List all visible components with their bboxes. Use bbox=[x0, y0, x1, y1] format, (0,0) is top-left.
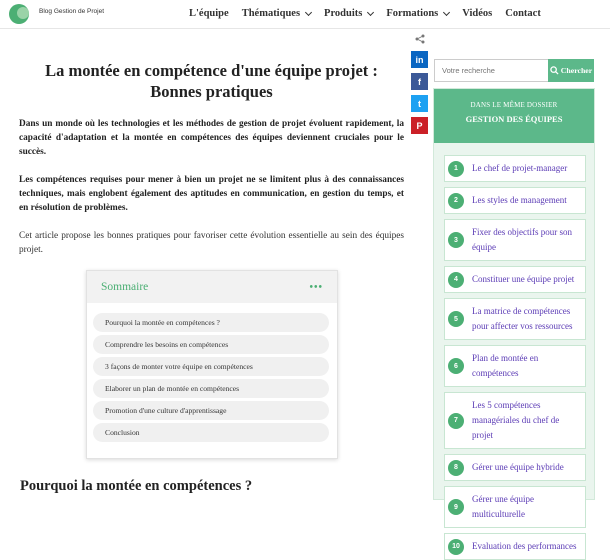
intro-paragraph: Dans un monde où les technologies et les méthodes de gestion de projet évoluent rapidement, la capacité d'adaptation et la montée en compétences des équipes deviennent cruciales pour le succès. bbox=[19, 119, 404, 157]
nav-item-formations[interactable] bbox=[386, 8, 449, 19]
search-input[interactable] bbox=[434, 59, 548, 82]
dossier-list bbox=[434, 143, 594, 560]
toc-item[interactable]: Conclusion bbox=[93, 423, 329, 442]
dossier-link: Gérer une équipe multiculturelle bbox=[472, 494, 534, 519]
chevron-down-icon bbox=[367, 8, 374, 15]
dossier-link: Le chef de projet-manager bbox=[472, 163, 568, 173]
dossier-item[interactable] bbox=[444, 219, 586, 261]
toc-item[interactable]: Pourquoi la montée en compétences ? bbox=[93, 313, 329, 332]
dossier-item[interactable] bbox=[444, 392, 586, 449]
item-number-badge: 8 bbox=[448, 460, 464, 476]
nav-label: Contact bbox=[505, 8, 541, 19]
chevron-down-icon bbox=[305, 8, 312, 15]
article bbox=[19, 60, 404, 257]
linkedin-icon: in bbox=[415, 54, 424, 65]
nav-label: Formations bbox=[386, 8, 439, 19]
logo-text: Blog Gestion de Projet bbox=[39, 7, 105, 15]
page-title-line2: Bonnes pratiques bbox=[150, 82, 273, 101]
facebook-icon: f bbox=[418, 76, 421, 87]
toc-header[interactable] bbox=[87, 271, 337, 303]
pinterest-share-button[interactable] bbox=[411, 117, 428, 134]
nav-item-thematiques[interactable] bbox=[242, 8, 311, 19]
dossier-title: GESTION DES ÉQUIPES bbox=[465, 114, 563, 124]
related-dossier bbox=[433, 88, 595, 551]
site-header bbox=[0, 0, 610, 29]
twitter-icon: t bbox=[418, 98, 421, 109]
dossier-link: Plan de montée en compétences bbox=[472, 353, 539, 378]
toc-title: Sommaire bbox=[101, 281, 149, 293]
dossier-link: Les styles de management bbox=[472, 195, 567, 205]
dossier-subtitle: DANS LE MÊME DOSSIER bbox=[470, 101, 558, 109]
nav-item-videos[interactable] bbox=[462, 8, 492, 19]
dossier-item[interactable] bbox=[444, 298, 586, 340]
search-form bbox=[434, 59, 594, 82]
table-of-contents bbox=[86, 270, 338, 459]
dossier-link: Les 5 compétences managériales du chef de projet bbox=[472, 400, 560, 440]
toc-list bbox=[87, 303, 337, 442]
search-button-label: Chercher bbox=[560, 66, 593, 75]
body-paragraph: Les compétences requises pour mener à bien un projet ne se limitent plus à des connaissances techniques, mais englobent également des aptitudes en communication, en gestion du temps, et en résolution de problèmes. bbox=[19, 175, 404, 213]
dossier-link: Evaluation des performances bbox=[472, 541, 577, 551]
toc-menu-icon[interactable]: ••• bbox=[309, 281, 323, 293]
pinterest-icon: P bbox=[416, 120, 423, 131]
dossier-item[interactable] bbox=[444, 533, 586, 560]
dossier-link: Fixer des objectifs pour son équipe bbox=[472, 227, 572, 252]
twitter-share-button[interactable] bbox=[411, 95, 428, 112]
nav-item-equipe[interactable] bbox=[189, 8, 229, 19]
dossier-item[interactable] bbox=[444, 345, 586, 387]
dossier-item[interactable] bbox=[444, 187, 586, 214]
item-number-badge: 3 bbox=[448, 232, 464, 248]
page-title-line1: La montée en compétence d'une équipe projet : bbox=[45, 61, 378, 80]
item-number-badge: 5 bbox=[448, 311, 464, 327]
nav-item-contact[interactable] bbox=[505, 8, 541, 19]
nav-item-produits[interactable] bbox=[324, 8, 373, 19]
toc-item[interactable]: Promotion d'une culture d'apprentissage bbox=[93, 401, 329, 420]
item-number-badge: 7 bbox=[448, 413, 464, 429]
page-title bbox=[19, 60, 404, 102]
site-logo[interactable] bbox=[9, 4, 104, 24]
dossier-link: La matrice de compétences pour affecter vos ressources bbox=[472, 306, 573, 331]
linkedin-share-button[interactable] bbox=[411, 51, 428, 68]
item-number-badge: 2 bbox=[448, 193, 464, 209]
share-icon bbox=[411, 34, 428, 46]
nav-label: Thématiques bbox=[241, 8, 301, 19]
dossier-item[interactable] bbox=[444, 454, 586, 481]
item-number-badge: 4 bbox=[448, 272, 464, 288]
nav-label: Vidéos bbox=[462, 8, 493, 19]
dossier-header bbox=[434, 89, 594, 143]
item-number-badge: 10 bbox=[448, 539, 464, 555]
item-number-badge: 6 bbox=[448, 358, 464, 374]
section-heading: Pourquoi la montée en compétences ? bbox=[20, 478, 253, 494]
logo-mark-icon bbox=[9, 4, 29, 24]
dossier-link: Constituer une équipe projet bbox=[472, 274, 575, 284]
facebook-share-button[interactable] bbox=[411, 73, 428, 90]
dossier-item[interactable] bbox=[444, 486, 586, 528]
toc-item[interactable]: Comprendre les besoins en compétences bbox=[93, 335, 329, 354]
item-number-badge: 1 bbox=[448, 161, 464, 177]
item-number-badge: 9 bbox=[448, 499, 464, 515]
dossier-item[interactable] bbox=[444, 266, 586, 293]
share-bar bbox=[411, 34, 428, 134]
nav-label: L'équipe bbox=[189, 8, 229, 19]
nav-label: Produits bbox=[324, 8, 363, 19]
dossier-link: Gérer une équipe hybride bbox=[472, 462, 564, 472]
toc-item[interactable]: Elaborer un plan de montée en compétences bbox=[93, 379, 329, 398]
body-paragraph: Cet article propose les bonnes pratiques pour favoriser cette évolution essentielle au sein des équipes projet. bbox=[19, 231, 404, 255]
dossier-item[interactable] bbox=[444, 155, 586, 182]
main-nav bbox=[189, 8, 554, 19]
toc-item[interactable]: 3 façons de monter votre équipe en compétences bbox=[93, 357, 329, 376]
search-icon bbox=[550, 66, 559, 75]
search-button[interactable] bbox=[548, 59, 594, 82]
chevron-down-icon bbox=[443, 8, 450, 15]
